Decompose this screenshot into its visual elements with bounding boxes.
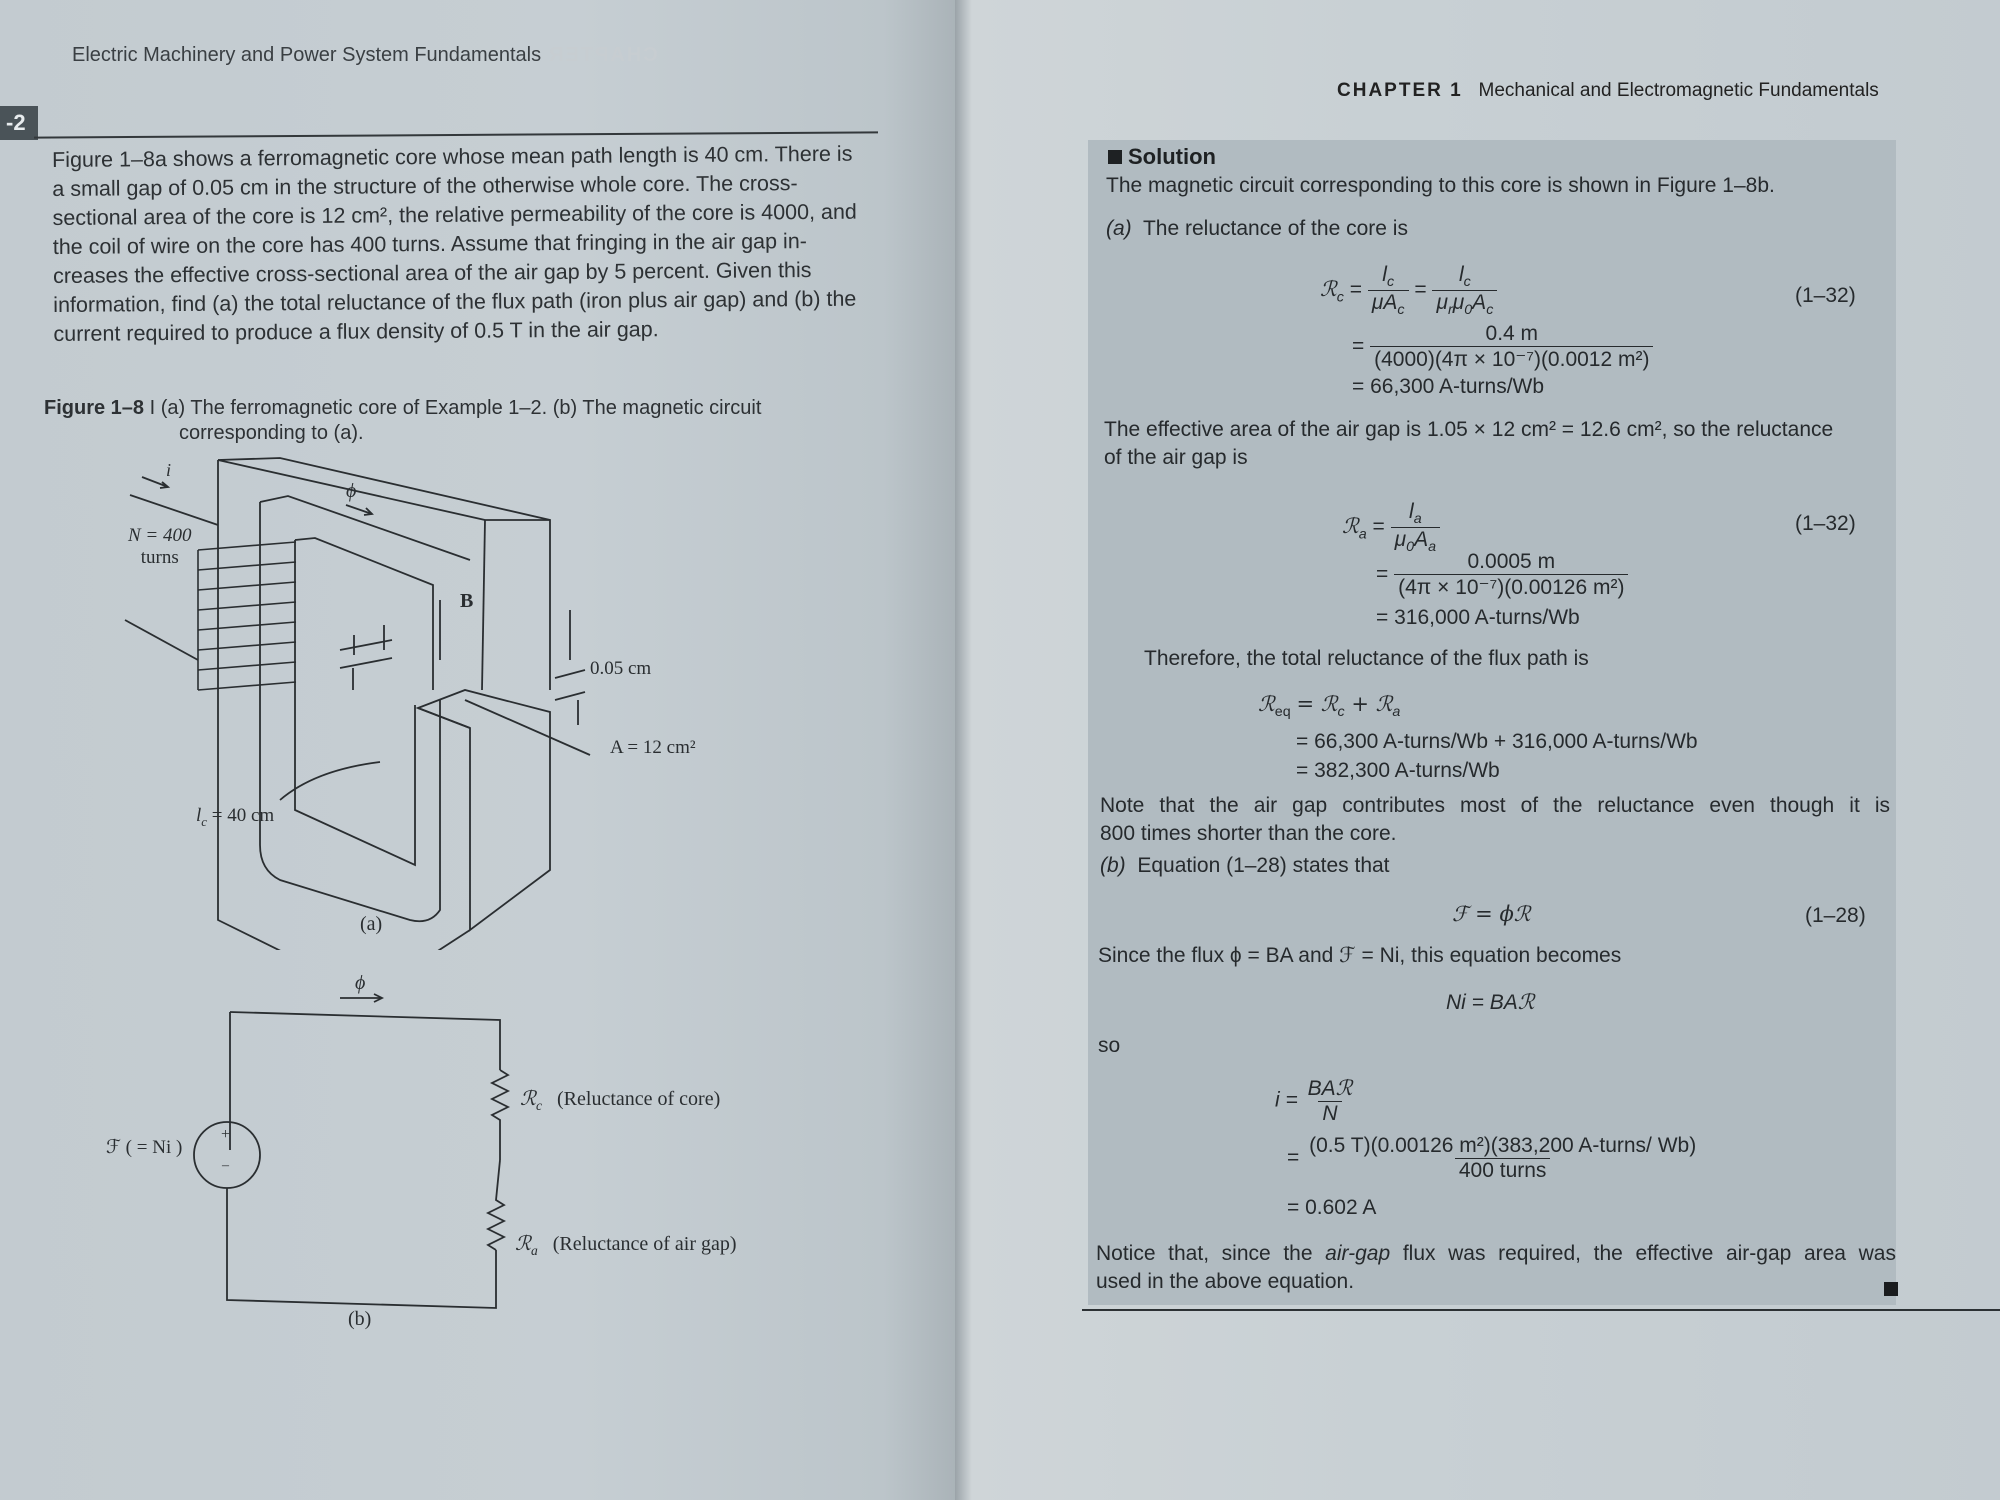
mmf-source-label: ℱ ( = Ni ) — [106, 1137, 183, 1158]
since-text: Since the flux ϕ = BA and ℱ = Ni, this equation becomes — [1098, 944, 1622, 967]
running-head: Electric Machinery and Power System Fundamentals CHAPTER — [72, 44, 658, 66]
end-of-solution-icon — [1884, 1282, 1898, 1296]
part-b-text: (b) Equation (1–28) states that — [1100, 854, 1390, 877]
problem-line: information, find (a) the total reluctance of the flux path (iron plus air gap) and (b) the — [53, 286, 857, 317]
problem-line: current required to produce a flux density of 0.5 T in the air gap. — [53, 317, 659, 346]
turns-label: N = 400 turns — [128, 525, 192, 568]
solution-heading: Solution — [1108, 144, 1216, 170]
header-rule — [34, 131, 878, 138]
part-a-text: (a) The reluctance of the core is — [1106, 217, 1408, 240]
figure-caption: Figure 1–8 I (a) The ferromagnetic core of Example 1–2. (b) The magnetic circuit corresponding to (a). — [44, 397, 762, 444]
solution-bullet-icon — [1108, 150, 1122, 164]
gap-label: 0.05 cm — [590, 658, 652, 679]
problem-line: Figure 1–8a shows a ferromagnetic core whose mean path length is 40 cm. There is — [52, 141, 853, 172]
equation-current: i = $\frac{\text{BAℛ}}{N}$ — [1275, 1077, 1353, 1125]
equation-gap-step2: = $\frac{0.0005 m}{\text{(4π × 10⁻⁷)(0.00126 m²)}}$ — [1376, 550, 1628, 600]
current-label: i — [166, 460, 172, 480]
figure-b-sublabel: (b) — [348, 1308, 372, 1330]
equation-gap-result: = 316,000 A-turns/Wb — [1376, 606, 1580, 629]
equation-core-result: = 66,300 A-turns/Wb — [1352, 375, 1545, 398]
figure-label: Figure 1–8 — [44, 397, 145, 419]
equation-total-reluctance: ℛ$_{eq}$ = ℛ$_c$ + ℛ$_a$ = 66,300 A-turns/Wb + 316,000 A-turns/Wb = 382,300 A-turns/Wb — [1258, 692, 1698, 783]
figure-b-magnetic-circuit — [100, 970, 720, 1320]
air-gap-text: The effective area of the air gap is 1.05 × 12 cm² = 12.6 cm², so the reluctance of the air gap is — [1104, 418, 1834, 469]
problem-line: a small gap of 0.05 cm in the structure of the otherwise whole core. The cross- — [52, 171, 798, 201]
total-reluctance-text: Therefore, the total reluctance of the flux path is — [1144, 647, 1589, 670]
page-number-tab: -2 — [0, 106, 38, 140]
figure-a-core-diagram — [110, 450, 730, 950]
bleed-through-text: CHAPTER — [546, 44, 658, 66]
equation-ni: Ni = BAℛ — [1446, 991, 1535, 1014]
solution-intro: The magnetic circuit corresponding to this core is shown in Figure 1–8b. — [1106, 174, 1775, 197]
equation-current-result: = 0.602 A — [1287, 1196, 1377, 1219]
figure-a-sublabel: (a) — [360, 913, 383, 935]
problem-line: sectional area of the core is 12 cm², the relative permeability of the core is 4000, and — [52, 199, 857, 230]
equation-core-reluctance: ℛ$_c$ = $\frac{l_c}{\mu A_c}$ = $\frac{l_c}{\mu_r\mu_0A_c}$ — [1320, 263, 1497, 318]
problem-line: the coil of wire on the core has 400 turns. Assume that fringing in the air gap in- — [52, 229, 807, 259]
left-page — [0, 0, 960, 1500]
field-label: B — [460, 590, 474, 612]
circuit-flux-label: ϕ — [355, 972, 366, 994]
equation-number: (1–32) — [1795, 512, 1856, 535]
equation-number: (1–28) — [1805, 904, 1866, 927]
equation-current-step2: = $\frac{\text{(0.5 T)(0.00126 m²)(383,200 A-turns/ Wb)}}{\text{400 turns}}$ — [1287, 1134, 1697, 1182]
equation-gap-reluctance: ℛ$_a$ = $\frac{l_a}{\mu_0A_a}$ — [1342, 500, 1440, 555]
note-text: Note that the air gap contributes most of the reluctance even though it is 800 times shorter than the core. — [1100, 794, 1890, 845]
solution-end-rule — [1082, 1309, 2000, 1311]
problem-line: creases the effective cross-sectional area of the air gap by 5 percent. Given this — [52, 258, 812, 288]
equation-number: (1–32) — [1795, 284, 1856, 307]
notice-text: Notice that, since the air-gap flux was required, the effective air-gap area was used in the above equation. — [1096, 1242, 1896, 1293]
rc-label: ℛ$_c$ (Reluctance of core) — [520, 1086, 721, 1113]
flux-label: ϕ — [346, 480, 357, 502]
length-label: $l_c = 40$ cm — [196, 805, 275, 829]
problem-statement — [52, 139, 884, 349]
equation-mmf: ℱ = ϕℛ — [1452, 902, 1531, 926]
equation-core-step2: = $\frac{0.4 m}{\text{(4000)(4π × 10⁻⁷)(0.0012 m²)}}$ — [1352, 322, 1653, 372]
ra-label: ℛ$_a$ (Reluctance of air gap) — [515, 1231, 737, 1258]
chapter-header: CHAPTER 1 Mechanical and Electromagnetic Fundamentals — [1337, 80, 1879, 101]
so-text: so — [1098, 1034, 1121, 1057]
area-label: A = 12 cm² — [610, 737, 696, 758]
minus-sign: – — [222, 1158, 229, 1173]
plus-sign: + — [221, 1126, 231, 1143]
